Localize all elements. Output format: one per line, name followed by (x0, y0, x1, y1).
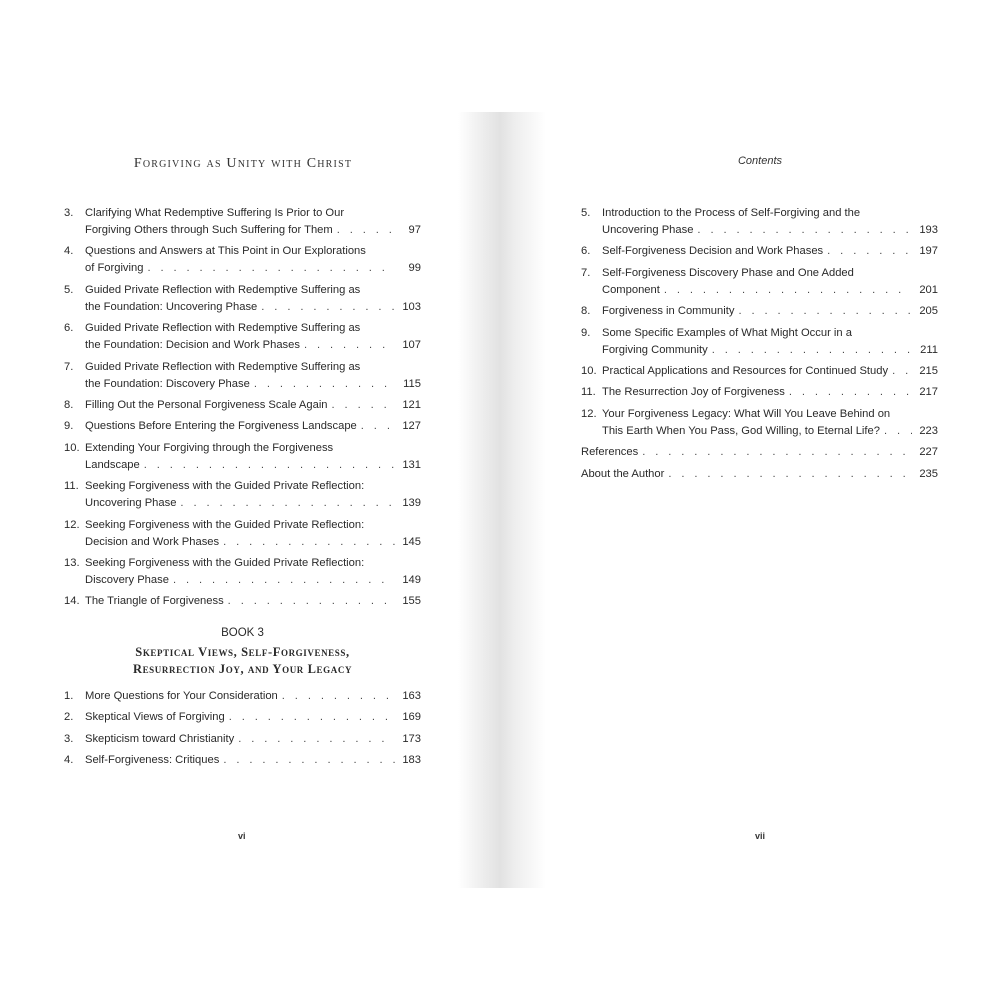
dot-leader (180, 495, 395, 512)
toc-entry (64, 709, 421, 726)
dot-leader (223, 752, 395, 769)
toc-list-book3 (64, 688, 421, 774)
toc-entry-title (64, 709, 421, 726)
dot-leader (337, 222, 395, 239)
book-part-title-line1: Skeptical Views, Self-Forgiveness, (135, 645, 350, 659)
toc-entry (581, 406, 938, 440)
dot-leader (228, 593, 395, 610)
toc-entry-title (581, 406, 938, 440)
toc-entry-title-line: Some Specific Examples of What Might Occur in a (602, 326, 852, 339)
toc-entry-page-number: 173 (402, 732, 421, 745)
toc-entry (581, 205, 938, 239)
toc-entry (64, 593, 421, 610)
toc-entry-title-text: This Earth When You Pass, God Willing, to Eternal Life? (602, 424, 880, 437)
toc-entry-title-line (85, 457, 397, 474)
dot-leader (282, 688, 395, 705)
toc-entry (64, 359, 421, 393)
toc-entry-title-line: Seeking Forgiveness with the Guided Private Reflection: (85, 518, 365, 531)
toc-entry-page-number: 103 (402, 300, 421, 313)
running-head-left: Forgiving as Unity with Christ (133, 156, 353, 171)
toc-entry-title-text: Decision and Work Phases (85, 535, 220, 548)
toc-entry (581, 243, 938, 260)
dot-leader (664, 282, 912, 299)
toc-entry-title-text: Practical Applications and Resources for Continued Study (602, 364, 889, 377)
toc-entry-title (581, 444, 938, 461)
toc-entry-number: 11. (64, 480, 79, 493)
toc-entry-number: 10. (581, 364, 597, 377)
toc-entry-title (64, 752, 421, 769)
toc-entry-number: 5. (581, 207, 591, 219)
toc-entry-page-number: 149 (402, 573, 421, 586)
book-spread (0, 112, 1000, 888)
toc-entry-title-line (85, 572, 397, 589)
toc-entry-title-line (581, 466, 914, 483)
dot-leader (712, 342, 912, 359)
toc-entry-page-number: 223 (919, 424, 938, 437)
toc-list-left (64, 205, 421, 615)
toc-entry-page-number: 115 (403, 377, 421, 390)
toc-entry-title-line (85, 593, 397, 610)
toc-entry-number: 3. (64, 732, 74, 745)
book-part-title-line2: Resurrection Joy, and Your Legacy (132, 662, 353, 676)
toc-entry (64, 282, 421, 316)
dot-leader (254, 376, 395, 393)
toc-entry-title-line (85, 688, 397, 705)
toc-entry-title-text: The Resurrection Joy of Forgiveness (602, 386, 785, 399)
toc-entry-page-number: 131 (402, 458, 421, 471)
toc-entry-title (581, 303, 938, 320)
toc-entry-page-number: 217 (919, 386, 938, 399)
toc-entry-title-line: Introduction to the Process of Self-Forgiving and the (602, 207, 861, 219)
toc-entry-title-line: Self-Forgiveness Discovery Phase and One Added (602, 266, 854, 279)
dot-leader (884, 423, 912, 440)
left-page (0, 112, 470, 888)
toc-entry-title-text: Questions Before Entering the Forgiveness Landscape (85, 420, 357, 433)
toc-entry-title (64, 731, 421, 748)
toc-entry-title (64, 205, 421, 239)
toc-entry-title-text: Self-Forgiveness Decision and Work Phases (602, 245, 824, 258)
toc-entry-title-text: More Questions for Your Consideration (85, 690, 278, 702)
toc-entry-page-number: 193 (919, 224, 938, 236)
toc-entry-page-number: 211 (920, 343, 938, 356)
dot-leader (332, 397, 395, 414)
dot-leader (238, 731, 395, 748)
dot-leader (697, 222, 912, 239)
toc-entry-title (64, 478, 421, 512)
toc-entry-title (581, 243, 938, 260)
toc-entry-page-number: 97 (408, 224, 421, 236)
toc-entry-title-line: Questions and Answers at This Point in Our Explorations (85, 245, 366, 258)
toc-entry-title-line (85, 222, 397, 239)
toc-entry-title-text: Landscape (85, 458, 140, 471)
toc-entry-title-text: Discovery Phase (85, 573, 169, 586)
toc-entry-number: 6. (581, 245, 591, 258)
toc-entry-title-text: Skepticism toward Christianity (85, 732, 235, 745)
dot-leader (642, 444, 912, 461)
toc-entry (64, 320, 421, 354)
toc-entry-title-text: the Foundation: Discovery Phase (85, 377, 250, 390)
toc-entry (581, 265, 938, 299)
toc-entry-page-number: 197 (919, 245, 938, 258)
toc-entry-title-line (85, 337, 397, 354)
toc-entry-title-line (602, 384, 914, 401)
toc-entry-title-line (85, 731, 397, 748)
toc-entry-title-line: Guided Private Reflection with Redemptive Suffering as (85, 360, 361, 373)
toc-entry-page-number: 139 (402, 497, 421, 510)
toc-entry-number: 12. (581, 407, 597, 420)
toc-entry-page-number: 127 (402, 420, 421, 433)
toc-entry-title-text: About the Author (581, 467, 665, 480)
toc-entry-page-number: 201 (919, 283, 938, 296)
toc-entry-title-line: Guided Private Reflection with Redemptive Suffering as (85, 283, 361, 296)
toc-entry-number: 11. (581, 386, 596, 399)
toc-entry-title (64, 397, 421, 414)
toc-entry-title (64, 359, 421, 393)
toc-entry-title-line (602, 243, 914, 260)
toc-entry (64, 243, 421, 277)
toc-entry-title (64, 243, 421, 277)
toc-entry-title-line: Extending Your Forgiving through the Forgiveness (85, 441, 334, 454)
toc-entry-number: 13. (64, 556, 80, 569)
toc-entry-title-text: Forgiveness in Community (602, 305, 735, 318)
dot-leader (229, 709, 395, 726)
running-head-right: Contents (737, 155, 783, 167)
dot-leader (668, 466, 912, 483)
toc-entry-title-line (602, 363, 914, 380)
toc-entry-page-number: 205 (919, 305, 938, 318)
toc-entry-title-line (602, 282, 914, 299)
book-part-title (64, 644, 421, 678)
dot-leader (789, 384, 912, 401)
toc-entry-page-number: 163 (402, 690, 421, 702)
toc-entry-number: 10. (64, 441, 80, 454)
toc-entry-page-number: 107 (402, 339, 421, 352)
dot-leader (261, 299, 395, 316)
toc-entry-number: 9. (581, 326, 591, 339)
toc-entry-title (581, 325, 938, 359)
toc-entry-title (64, 440, 421, 474)
toc-entry (581, 363, 938, 380)
toc-entry-page-number: 99 (408, 262, 421, 275)
toc-entry-title (64, 282, 421, 316)
toc-entry-title-text: Uncovering Phase (85, 497, 177, 510)
toc-entry-page-number: 155 (402, 595, 421, 608)
toc-entry-title-line (581, 444, 914, 461)
toc-entry (581, 466, 938, 483)
toc-entry-title-line (85, 495, 397, 512)
right-page (530, 112, 1000, 888)
dot-leader (892, 363, 912, 380)
toc-entry-title-line (602, 222, 914, 239)
toc-entry-title-line (85, 260, 397, 277)
toc-entry-title-text: the Foundation: Decision and Work Phases (85, 339, 300, 352)
toc-entry-page-number: 169 (402, 711, 421, 724)
toc-entry-number: 3. (64, 207, 74, 219)
toc-entry (581, 303, 938, 320)
toc-entry (64, 517, 421, 551)
toc-entry (581, 384, 938, 401)
toc-entry-number: 5. (64, 283, 74, 296)
toc-entry (64, 397, 421, 414)
toc-entry (64, 752, 421, 769)
toc-entry-title-text: The Triangle of Forgiveness (85, 595, 224, 608)
toc-entry-page-number: 227 (919, 446, 938, 459)
toc-entry-title (64, 320, 421, 354)
toc-entry-number: 8. (64, 398, 74, 411)
dot-leader (304, 337, 395, 354)
toc-entry (64, 418, 421, 435)
toc-entry-page-number: 145 (402, 535, 421, 548)
toc-entry-title (581, 384, 938, 401)
toc-entry-title-text: Skeptical Views of Forgiving (85, 711, 225, 724)
toc-entry-title (581, 363, 938, 380)
toc-entry-page-number: 183 (402, 754, 421, 767)
toc-entry-title-text: of Forgiving (85, 262, 144, 275)
dot-leader (827, 243, 912, 260)
toc-entry-number: 7. (581, 266, 591, 279)
dot-leader (144, 457, 395, 474)
toc-entry-title-text: the Foundation: Uncovering Phase (85, 300, 258, 313)
toc-entry-title (64, 593, 421, 610)
toc-entry-title-line: Seeking Forgiveness with the Guided Private Reflection: (85, 556, 365, 569)
toc-entry-number: 14. (64, 595, 80, 608)
dot-leader (223, 534, 395, 551)
toc-entry-title-text: Component (602, 283, 660, 296)
toc-entry-title (581, 265, 938, 299)
toc-entry-title-line (85, 397, 397, 414)
toc-entry-title-line (602, 342, 914, 359)
toc-entry-title-line: Clarifying What Redemptive Suffering Is Prior to Our (85, 207, 345, 219)
toc-entry (64, 555, 421, 589)
dot-leader (147, 260, 395, 277)
page-number-right: vii (755, 831, 766, 841)
toc-entry-number: 9. (64, 420, 74, 433)
toc-entry (64, 440, 421, 474)
toc-entry-title (64, 517, 421, 551)
toc-entry (64, 478, 421, 512)
toc-entry-title-text: Self-Forgiveness: Critiques (85, 754, 220, 767)
toc-entry-title-line (85, 534, 397, 551)
toc-entry-number: 7. (64, 360, 74, 373)
toc-entry-title-line (85, 376, 397, 393)
page-number-left: vi (238, 831, 246, 841)
toc-entry-title-line: Your Forgiveness Legacy: What Will You Leave Behind on (602, 407, 891, 420)
toc-entry (64, 205, 421, 239)
dot-leader (738, 303, 912, 320)
toc-entry (581, 325, 938, 359)
toc-entry-number: 1. (64, 690, 74, 702)
toc-entry-page-number: 215 (919, 364, 938, 377)
toc-entry-number: 8. (581, 305, 591, 318)
toc-list-right (581, 205, 938, 487)
toc-entry-page-number: 121 (402, 398, 421, 411)
toc-entry-title-text: Forgiving Community (602, 343, 708, 356)
toc-entry (64, 731, 421, 748)
toc-entry (64, 688, 421, 705)
toc-entry-title-line (85, 418, 397, 435)
toc-entry-number: 4. (64, 245, 74, 258)
toc-entry-page-number: 235 (919, 467, 938, 480)
toc-entry-title (64, 688, 421, 705)
toc-entry-title (64, 418, 421, 435)
toc-entry-title-line: Seeking Forgiveness with the Guided Private Reflection: (85, 480, 365, 493)
toc-entry-title-line: Guided Private Reflection with Redemptive Suffering as (85, 322, 361, 335)
toc-entry-title-text: References (581, 446, 639, 459)
toc-entry-title-text: Filling Out the Personal Forgiveness Scale Again (85, 398, 328, 411)
toc-entry-title (581, 205, 938, 239)
dot-leader (173, 572, 395, 589)
toc-entry-title-text: Uncovering Phase (602, 224, 694, 236)
toc-entry-title-line (602, 423, 914, 440)
toc-entry-number: 4. (64, 754, 74, 767)
toc-entry (581, 444, 938, 461)
toc-entry-title-line (85, 709, 397, 726)
toc-entry-title (64, 555, 421, 589)
toc-entry-title (581, 466, 938, 483)
toc-entry-number: 6. (64, 322, 74, 335)
toc-entry-title-line (85, 752, 397, 769)
toc-entry-title-line (85, 299, 397, 316)
toc-entry-number: 2. (64, 711, 74, 724)
dot-leader (361, 418, 395, 435)
toc-entry-title-line (602, 303, 914, 320)
book-part-label: BOOK 3 (221, 627, 264, 639)
toc-entry-number: 12. (64, 518, 80, 531)
toc-entry-title-text: Forgiving Others through Such Suffering for Them (85, 224, 333, 236)
